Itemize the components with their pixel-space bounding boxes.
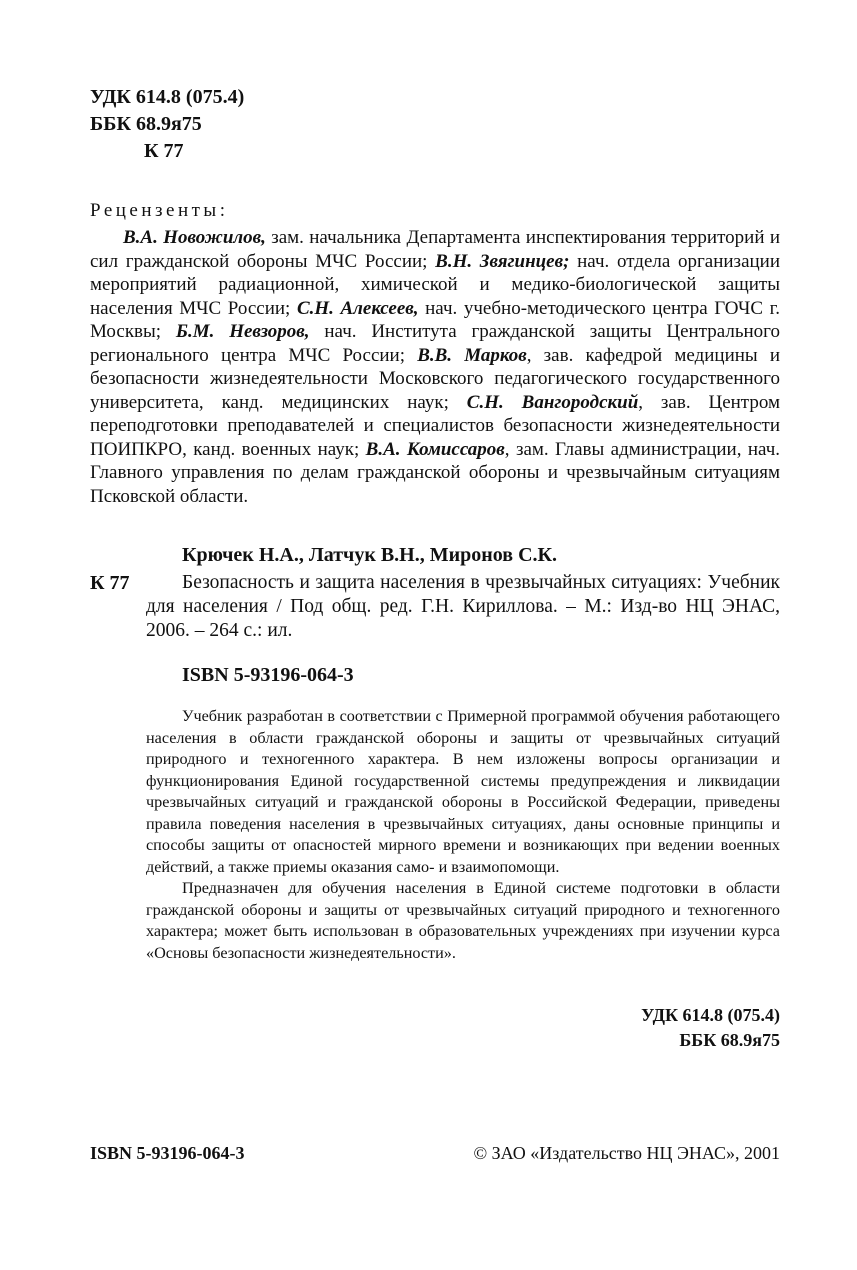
reviewer-role: , зам. Главы администрации, нач. Главного управления по делам гражданской обороны и чрезвычайным ситуациям Псковской области.	[90, 438, 780, 507]
annotation-paragraph: Предназначен для обучения населения в Единой системе подготовки в области гражданской обороны и защиты от чрезвычайных ситуаций природного и техногенного характера; может быть использован в образовательных учреждениях при изучении курса «Основы безопасности жизнедеятельности».	[146, 879, 780, 962]
footer-bbk-code: ББК 68.9я75	[679, 1030, 780, 1050]
reviewer-name: С.Н. Вангородский	[466, 391, 639, 413]
annotation	[146, 706, 780, 964]
author-mark: К 77	[144, 140, 184, 162]
reviewer-name: В.А. Комиссаров	[365, 438, 505, 460]
classification-footer	[641, 1003, 780, 1053]
reviewer-role: , зав. кафедрой медицины и безопасности жизнедеятельности Московского педагогического государственного университета, канд. медицинских наук;	[90, 344, 781, 413]
reviewer-role: нач. учебно-методического центра ГОЧС г. Москвы;	[90, 297, 780, 342]
annotation-paragraph: Учебник разработан в соответствии с Примерной программой обучения работающего населения в области гражданской обороны и защиты от чрезвычайных ситуаций природного и техногенного характера. В нем изложены вопросы организации и функционирования Единой государственной системы предупреждения и ликвидации чрезвычайных ситуаций и гражданской обороны в Российской Федерации, приведены правила поведения населения в чрезвычайных ситуациях, даны основные принципы и способы защиты от опасностей мирного времени и возникающих при ведении военных действий, а также приемы оказания само- и взаимопомощи.	[146, 707, 780, 876]
reviewer-role: нач. отдела организации мероприятий радиационной, химической и медико-биологической защиты населения МЧС России;	[90, 250, 781, 319]
reviewer-name: Б.М. Невзоров,	[175, 321, 310, 342]
classification-header	[90, 84, 244, 165]
reviewer-role: нач. Института гражданской защиты Центрального регионального центра МЧС России;	[90, 321, 780, 366]
reviewer-name: С.Н. Алексеев,	[296, 297, 419, 319]
reviewers-title: Рецензенты:	[90, 200, 229, 221]
reviewers-list	[90, 226, 780, 508]
book-authors: Крючек Н.А., Латчук В.Н., Миронов С.К.	[182, 544, 558, 566]
reviewer-name: В.А. Новожилов,	[123, 227, 266, 248]
reviewer-role: зам. начальника Департамента инспектирования территорий и сил гражданской обороны МЧС России;	[90, 227, 780, 272]
reviewer-name: В.Н. Звягинцев;	[435, 250, 570, 272]
reviewer-role: , зав. Центром переподготовки преподавателей и специалистов безопасности жизнедеятельности ПОИПКРО, канд. военных наук;	[90, 391, 781, 460]
bbk-code: ББК 68.9я75	[90, 113, 202, 135]
footer-udk-code: УДК 614.8 (075.4)	[641, 1005, 780, 1025]
book-description: Безопасность и защита населения в чрезвычайных ситуациях: Учебник для населения / Под общ. ред. Г.Н. Кириллова. – М.: Изд-во НЦ ЭНАС, 2006. – 264 с.: ил.	[146, 572, 780, 641]
udk-code: УДК 614.8 (075.4)	[90, 86, 245, 108]
reviewer-name: В.В. Марков	[417, 344, 527, 366]
copyright-notice: © ЗАО «Издательство НЦ ЭНАС», 2001	[473, 1143, 780, 1163]
footer-isbn: ISBN 5-93196-064-3	[90, 1143, 245, 1163]
book-isbn: ISBN 5-93196-064-3	[182, 664, 354, 686]
book-author-mark: К 77	[90, 572, 130, 594]
